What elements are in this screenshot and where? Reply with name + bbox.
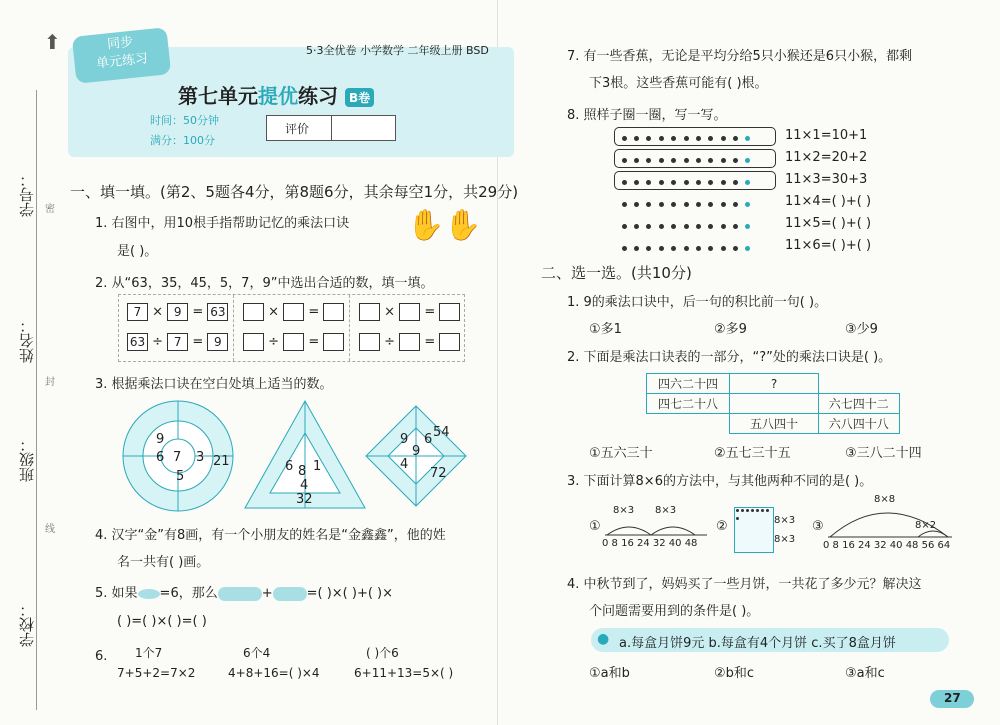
q8-row[interactable]: 11×6=( )+( ) bbox=[785, 238, 872, 253]
q2-blank-mul-1[interactable]: × = bbox=[243, 303, 344, 321]
q6-item3-bottom: 6+11+13=5×( ) bbox=[354, 666, 454, 680]
q6-item1-bottom: 7+5+2=7×2 bbox=[117, 666, 196, 680]
circle-right: 3 bbox=[196, 450, 205, 465]
c4-conditions bbox=[591, 628, 949, 652]
time-limit: 时间：50分钟 bbox=[150, 114, 219, 127]
q2-op: = bbox=[192, 334, 204, 350]
c2-opt-1[interactable]: ①五六三十 bbox=[589, 446, 653, 461]
circle-bottom: 5 bbox=[176, 469, 185, 484]
q2-box: 9 bbox=[167, 303, 188, 321]
q8-row: 11×1=10+1 bbox=[785, 128, 868, 143]
table-cell: 四六二十四 bbox=[647, 374, 730, 394]
c4-opt-1[interactable]: ①a和b bbox=[589, 666, 630, 681]
c4-text-1: 4. 中秋节到了，妈妈买了一些月饼，一共花了多少元？解决这 bbox=[567, 577, 922, 592]
part1-heading: 一、填一填。(第2、5题各4分，第8题6分，其余每空1分，共29分) bbox=[70, 183, 519, 201]
diamond-outer-tr: 54 bbox=[433, 425, 450, 440]
name-label: 姓名： bbox=[18, 318, 36, 363]
circle-outer: 21 bbox=[213, 454, 230, 469]
dot-row bbox=[618, 147, 778, 169]
q5-text-a: 5. 如果 bbox=[95, 586, 138, 601]
triangle-right: 1 bbox=[313, 459, 322, 474]
title-part-b: 提优 bbox=[258, 84, 298, 108]
table-cell: 六七四十二 bbox=[819, 394, 900, 414]
fold-mark-2: 封 bbox=[45, 377, 55, 388]
q8-row: 11×3=30+3 bbox=[785, 172, 868, 187]
c3-fig2-text: 8×3 bbox=[774, 515, 796, 526]
q2-blank-div-2[interactable]: ÷ = bbox=[359, 333, 460, 351]
q8-text: 8. 照样子圈一圈，写一写。 bbox=[567, 108, 727, 123]
hands-icon: ✋✋ bbox=[407, 208, 482, 243]
q4-text-2: 名一共有( )画。 bbox=[117, 555, 210, 570]
q2-box: 63 bbox=[207, 303, 228, 321]
q2-divider bbox=[233, 295, 234, 361]
c4-opt-2[interactable]: ②b和c bbox=[714, 666, 755, 681]
class-label: 班级： bbox=[18, 437, 36, 482]
triangle-left: 6 bbox=[285, 459, 294, 474]
q2-blank-div-1[interactable]: ÷ = bbox=[243, 333, 344, 351]
q2-op: × bbox=[152, 304, 164, 320]
title-part-a: 第七单元 bbox=[178, 84, 258, 108]
evaluation-label: 评价 bbox=[285, 122, 310, 136]
q2-box: 7 bbox=[127, 303, 148, 321]
q6-item3-top: ( )个6 bbox=[366, 646, 399, 660]
q3-text: 3. 根据乘法口诀在空白处填上适当的数。 bbox=[95, 377, 333, 392]
c1-text: 1. 9的乘法口诀中，后一句的积比前一句( )。 bbox=[567, 295, 828, 310]
diamond-outer-br: 72 bbox=[430, 466, 447, 481]
q5-text-d: =( )×( )+( )× bbox=[306, 586, 394, 601]
volume-badge: B卷 bbox=[345, 88, 374, 107]
c1-opt-3[interactable]: ③少9 bbox=[845, 322, 878, 337]
school-label: 学校： bbox=[18, 602, 36, 647]
q6-item2-bottom: 4+8+16=( )×4 bbox=[228, 666, 320, 680]
q5-text-1 bbox=[95, 582, 393, 601]
c3-fig3-top: 8×8 bbox=[874, 494, 896, 505]
dot-row[interactable] bbox=[618, 213, 778, 235]
q8-row[interactable]: 11×4=( )+( ) bbox=[785, 194, 872, 209]
evaluation-divider bbox=[331, 116, 332, 140]
q6-item1-top: 1个7 bbox=[135, 646, 163, 660]
table-cell: 六八四十八 bbox=[819, 414, 900, 434]
q8-equations bbox=[785, 125, 871, 257]
q7-text-2: 下3根。这些香蕉可能有( )根。 bbox=[589, 76, 768, 91]
q2-text: 2. 从“63，35，45，5，7，9”中选出合适的数，填一填。 bbox=[95, 276, 434, 291]
dot-row[interactable] bbox=[618, 235, 778, 257]
q5-plus: + bbox=[261, 586, 273, 601]
circle-center: 7 bbox=[173, 450, 182, 465]
c2-table bbox=[646, 373, 900, 434]
dot-row[interactable] bbox=[618, 191, 778, 213]
c2-opt-2[interactable]: ②五七三十五 bbox=[714, 446, 791, 461]
q2-example-mul bbox=[127, 303, 228, 321]
q5-cluster-icon bbox=[218, 587, 262, 601]
q2-box: 7 bbox=[167, 333, 188, 351]
q5-cluster-icon bbox=[273, 587, 307, 601]
q6-label: 6. bbox=[95, 649, 108, 664]
c1-opt-1[interactable]: ①多1 bbox=[589, 322, 622, 337]
q7-text-1: 7. 有一些香蕉，无论是平均分给5只小猴还是6只小猴，都剩 bbox=[567, 49, 913, 64]
c4-text-2: 个问题需要用到的条件是( )。 bbox=[589, 604, 760, 619]
circle-top: 9 bbox=[156, 432, 165, 447]
table-cell: 四七二十八 bbox=[647, 394, 730, 414]
c4-conditions-text: a.每盒月饼9元 b.每盒有4个月饼 c.买了8盒月饼 bbox=[619, 636, 896, 651]
q6-item2-top: 6个4 bbox=[243, 646, 271, 660]
c3-arc-label: 8×3 bbox=[655, 505, 677, 516]
triangle-mid: 8 bbox=[298, 464, 307, 479]
q2-box: 63 bbox=[127, 333, 148, 351]
title-part-c: 练习 bbox=[298, 84, 338, 108]
id-label: 学号： bbox=[18, 172, 36, 217]
triangle-low: 4 bbox=[300, 478, 309, 493]
diamond-tr: 6 bbox=[424, 432, 433, 447]
q8-row[interactable]: 11×5=( )+( ) bbox=[785, 216, 872, 231]
q5-text-b: =6，那么 bbox=[159, 586, 218, 601]
diamond-tl: 9 bbox=[400, 432, 409, 447]
q2-frame bbox=[118, 294, 465, 362]
c1-opt-2[interactable]: ②多9 bbox=[714, 322, 747, 337]
q8-row: 11×2=20+2 bbox=[785, 150, 868, 165]
rocket-icon: ⬆ bbox=[44, 30, 61, 54]
q2-op: = bbox=[192, 304, 204, 320]
book-info: 5·3全优卷 小学数学 二年级上册 BSD bbox=[306, 44, 489, 57]
q2-box: 9 bbox=[207, 333, 228, 351]
badge-line-2: 单元练习 bbox=[95, 51, 149, 72]
c3-fig1-label[interactable]: ① bbox=[589, 519, 601, 534]
dots-block bbox=[618, 125, 778, 257]
c3-ticks-3: 0 8 16 24 32 40 48 56 64 bbox=[823, 540, 951, 551]
q4-text-1: 4. 汉字“金”有8画，有一个小朋友的姓名是“金鑫鑫”，他的姓 bbox=[95, 528, 446, 543]
c3-text: 3. 下面计算8×6的方法中，与其他两种不同的是( )。 bbox=[567, 474, 873, 489]
q2-op: ÷ bbox=[152, 334, 164, 350]
q5-oval-icon bbox=[138, 589, 160, 599]
c3-ticks-1: 0 8 16 24 32 40 48 bbox=[602, 538, 698, 549]
q2-divider bbox=[349, 295, 350, 361]
part2-heading: 二、选一选。(共10分) bbox=[541, 264, 692, 282]
dot-row bbox=[618, 169, 778, 191]
dot-row bbox=[618, 125, 778, 147]
page-title bbox=[178, 80, 374, 109]
table-cell: ? bbox=[730, 374, 819, 394]
fold-mark-3: 线 bbox=[45, 524, 55, 535]
c3-fig2-text: 8×3 bbox=[774, 534, 796, 545]
sync-badge bbox=[72, 27, 171, 84]
c2-opt-3[interactable]: ③三八二十四 bbox=[845, 446, 922, 461]
c3-fig3-label[interactable]: ③ bbox=[812, 519, 824, 534]
q1-text-2: 是( )。 bbox=[117, 244, 158, 259]
q2-example-div bbox=[127, 333, 228, 351]
evaluation-box[interactable] bbox=[266, 115, 396, 141]
q1-text-1: 1. 右图中，用10根手指帮助记忆的乘法口诀 bbox=[95, 216, 350, 231]
c3-arc-label: 8×3 bbox=[613, 505, 635, 516]
c4-opt-3[interactable]: ③a和c bbox=[845, 666, 885, 681]
q5-text-2: ( )=( )×( )=( ) bbox=[117, 614, 207, 629]
c3-fig2-label[interactable]: ② bbox=[716, 519, 728, 534]
table-cell: 五八四十 bbox=[730, 414, 819, 434]
circle-left: 6 bbox=[156, 450, 165, 465]
badge-line-1: 同步 bbox=[106, 34, 134, 53]
q2-blank-mul-2[interactable]: × = bbox=[359, 303, 460, 321]
diamond-b: 4 bbox=[400, 457, 409, 472]
binding-margin bbox=[0, 0, 60, 725]
c2-text: 2. 下面是乘法口诀表的一部分，“?”处的乘法口诀是( )。 bbox=[567, 350, 892, 365]
triangle-bottom: 32 bbox=[296, 492, 313, 507]
c3-fig3-small: 8×2 bbox=[915, 520, 937, 531]
mooncake-icon: ● bbox=[597, 631, 610, 647]
page-number-badge bbox=[930, 690, 974, 708]
c3-dot-array bbox=[734, 507, 774, 553]
fold-mark-1: 密 bbox=[45, 204, 55, 215]
diamond-mid: 9 bbox=[412, 444, 421, 459]
full-score: 满分：100分 bbox=[150, 134, 215, 147]
page-number: 27 bbox=[944, 691, 961, 705]
